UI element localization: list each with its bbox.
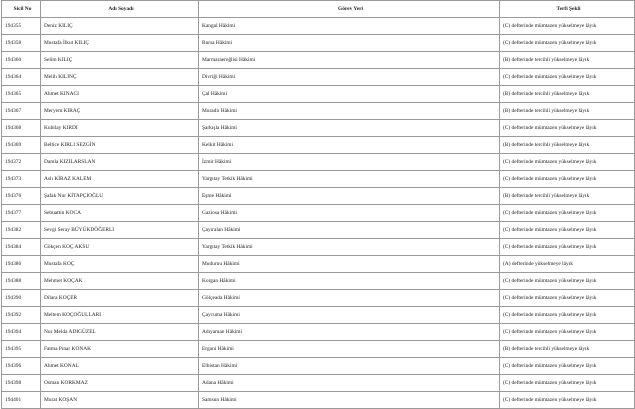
- duty-station-cell: Marmaraereğlisi Hâkimi: [199, 52, 500, 69]
- table-row: [2, 375, 635, 392]
- duty-station-cell: Korgan Hâkimi: [199, 273, 500, 290]
- table-row: [2, 18, 635, 35]
- table-row: [2, 103, 635, 120]
- table-row: [2, 358, 635, 375]
- duty-station-cell: Muradiı Hâkimi: [199, 103, 500, 120]
- sicil-no-cell: 194392: [2, 307, 41, 324]
- table-row: [2, 341, 635, 358]
- sicil-no-cell: 194377: [2, 205, 41, 222]
- duty-station-cell: Elbistan Hâkimi: [199, 358, 500, 375]
- sicil-no-cell: 194388: [2, 273, 41, 290]
- promotion-type-cell: (C) defterinde mümtazen yükselmeye lâyık: [500, 290, 635, 307]
- promotion-type-cell: (C) defterinde mümtazen yükselmeye lâyık: [500, 35, 635, 52]
- sicil-no-cell: 194384: [2, 239, 41, 256]
- sicil-no-cell: 194364: [2, 69, 41, 86]
- promotion-type-cell: (B) defterinde tercihli yükselmeye lâyık: [500, 137, 635, 154]
- promotion-type-cell: (C) defterinde mümtazen yükselmeye lâyık: [500, 120, 635, 137]
- name-cell: Mehmet KOÇAK: [41, 273, 199, 290]
- header-sicil-no: Sicil No: [2, 1, 41, 18]
- sicil-no-cell: 194358: [2, 35, 41, 52]
- duty-station-cell: Kelkit Hâkimi: [199, 137, 500, 154]
- duty-station-cell: Samsun Hâkimi: [199, 392, 500, 409]
- duty-station-cell: Ergani Hâkimi: [199, 341, 500, 358]
- duty-station-cell: Yargıtay Tetkik Hâkimi: [199, 239, 500, 256]
- name-cell: Sevgi Seray BÜYÜKDÖĞERLİ: [41, 222, 199, 239]
- table-row: [2, 256, 635, 273]
- name-cell: Beltice KIRLI SEZGİN: [41, 137, 199, 154]
- promotion-type-cell: (B) defterinde tercihli yükselmeye lâyık: [500, 86, 635, 103]
- duty-station-cell: Eşme Hâkimi: [199, 188, 500, 205]
- duty-station-cell: Çaycuma Hâkimi: [199, 307, 500, 324]
- duty-station-cell: Adana Hâkimi: [199, 375, 500, 392]
- name-cell: Meltem KOÇOĞULLARI: [41, 307, 199, 324]
- name-cell: Nur Melda ADIGÜZEL: [41, 324, 199, 341]
- promotion-type-cell: (B) defterinde tercihli yükselmeye lâyık: [500, 341, 635, 358]
- table-row: [2, 35, 635, 52]
- name-cell: Osman KORKMAZ: [41, 375, 199, 392]
- name-cell: Murat KOŞAN: [41, 392, 199, 409]
- duty-station-cell: Şarkışla Hâkimi: [199, 120, 500, 137]
- promotion-type-cell: (B) defterinde tercihli yükselmeye lâyık: [500, 52, 635, 69]
- name-cell: Mustafa KOÇ: [41, 256, 199, 273]
- promotion-type-cell: (C) defterinde mümtazen yükselmeye lâyık: [500, 69, 635, 86]
- name-cell: Şafak Nur KİTAPÇIOĞLU: [41, 188, 199, 205]
- sicil-no-cell: 194360: [2, 52, 41, 69]
- name-cell: Fatma Pınar KONAK: [41, 341, 199, 358]
- table-row: [2, 86, 635, 103]
- promotion-type-cell: (C) defterinde mümtazen yükselmeye lâyık: [500, 205, 635, 222]
- name-cell: Kubilay KIRDI: [41, 120, 199, 137]
- sicil-no-cell: 194372: [2, 154, 41, 171]
- table-row: [2, 171, 635, 188]
- promotion-type-cell: (C) defterinde mümtazen yükselmeye lâyık: [500, 375, 635, 392]
- name-cell: Meryem KIRAÇ: [41, 103, 199, 120]
- table-row: [2, 52, 635, 69]
- table-row: [2, 273, 635, 290]
- promotion-type-cell: (C) defterinde mümtazen yükselmeye lâyık: [500, 154, 635, 171]
- sicil-no-cell: 194390: [2, 290, 41, 307]
- table-row: [2, 154, 635, 171]
- sicil-no-cell: 194376: [2, 188, 41, 205]
- table-header-row: [2, 1, 635, 18]
- sicil-no-cell: 194373: [2, 171, 41, 188]
- table-body: [2, 18, 635, 409]
- table-row: [2, 205, 635, 222]
- promotion-type-cell: (B) defterinde tercihli yükselmeye lâyık: [500, 103, 635, 120]
- sicil-no-cell: 194395: [2, 341, 41, 358]
- name-cell: Ahmet KINACI: [41, 86, 199, 103]
- promotion-type-cell: (C) defterinde mümtazen yükselmeye lâyık: [500, 324, 635, 341]
- promotion-type-cell: (C) defterinde mümtazen yükselmeye lâyık: [500, 18, 635, 35]
- name-cell: Selim KILIÇ: [41, 52, 199, 69]
- table-row: [2, 307, 635, 324]
- duty-station-cell: Adıyaman Hâkimi: [199, 324, 500, 341]
- promotion-type-cell: (C) defterinde mümtazen yükselmeye lâyık: [500, 392, 635, 409]
- duty-station-cell: Divriği Hâkimi: [199, 69, 500, 86]
- name-cell: Ahmet KONAL: [41, 358, 199, 375]
- name-cell: Gökçen KOÇ AKSU: [41, 239, 199, 256]
- table-row: [2, 188, 635, 205]
- sicil-no-cell: 194365: [2, 86, 41, 103]
- promotion-type-cell: (C) defterinde mümtazen yükselmeye lâyık: [500, 171, 635, 188]
- table-row: [2, 392, 635, 409]
- promotion-type-cell: (A) defterinde yükselmeye lâyık: [500, 256, 635, 273]
- sicil-no-cell: 194386: [2, 256, 41, 273]
- name-cell: Melih KILINÇ: [41, 69, 199, 86]
- table-row: [2, 239, 635, 256]
- promotion-table: [1, 0, 635, 409]
- sicil-no-cell: 194367: [2, 103, 41, 120]
- name-cell: Dilara KOÇER: [41, 290, 199, 307]
- promotion-type-cell: (C) defterinde mümtazen yükselmeye lâyık: [500, 273, 635, 290]
- name-cell: Aslı KİRAZ KALEM: [41, 171, 199, 188]
- table-row: [2, 137, 635, 154]
- sicil-no-cell: 194398: [2, 375, 41, 392]
- sicil-no-cell: 194394: [2, 324, 41, 341]
- name-cell: Mustafa İlkut KILIÇ: [41, 35, 199, 52]
- duty-station-cell: İzmir Hâkimi: [199, 154, 500, 171]
- header-adi-soyadi: Adı Soyadı: [41, 1, 199, 18]
- header-gorev-yeri: Görev Yeri: [199, 1, 500, 18]
- promotion-type-cell: (C) defterinde mümtazen yükselmeye lâyık: [500, 239, 635, 256]
- duty-station-cell: Çayıralan Hâkimi: [199, 222, 500, 239]
- sicil-no-cell: 194382: [2, 222, 41, 239]
- sicil-no-cell: 194369: [2, 137, 41, 154]
- table-row: [2, 69, 635, 86]
- table-row: [2, 120, 635, 137]
- promotion-type-cell: (C) defterinde mümtazen yükselmeye lâyık: [500, 358, 635, 375]
- promotion-type-cell: (C) defterinde mümtazen yükselmeye lâyık: [500, 307, 635, 324]
- table-row: [2, 290, 635, 307]
- header-terfi-sekli: Terfi Şekli: [500, 1, 635, 18]
- duty-station-cell: Gaziosa Hâkimi: [199, 205, 500, 222]
- name-cell: Deniz KILIÇ: [41, 18, 199, 35]
- sicil-no-cell: 194368: [2, 120, 41, 137]
- duty-station-cell: Bursa Hâkimi: [199, 35, 500, 52]
- duty-station-cell: Mudurnu Hâkimi: [199, 256, 500, 273]
- table-row: [2, 222, 635, 239]
- name-cell: Damla KIZILARSLAN: [41, 154, 199, 171]
- duty-station-cell: Çal Hâkimi: [199, 86, 500, 103]
- promotion-type-cell: (B) defterinde tercihli yükselmeye lâyık: [500, 188, 635, 205]
- duty-station-cell: Kangal Hâkimi: [199, 18, 500, 35]
- duty-station-cell: Gölçeada Hâkimi: [199, 290, 500, 307]
- name-cell: Sebuattin KOCA: [41, 205, 199, 222]
- sicil-no-cell: 194396: [2, 358, 41, 375]
- sicil-no-cell: 194401: [2, 392, 41, 409]
- sicil-no-cell: 194355: [2, 18, 41, 35]
- duty-station-cell: Yargıtay Tetkik Hâkimi: [199, 171, 500, 188]
- promotion-type-cell: (C) defterinde mümtazen yükselmeye lâyık: [500, 222, 635, 239]
- table-row: [2, 324, 635, 341]
